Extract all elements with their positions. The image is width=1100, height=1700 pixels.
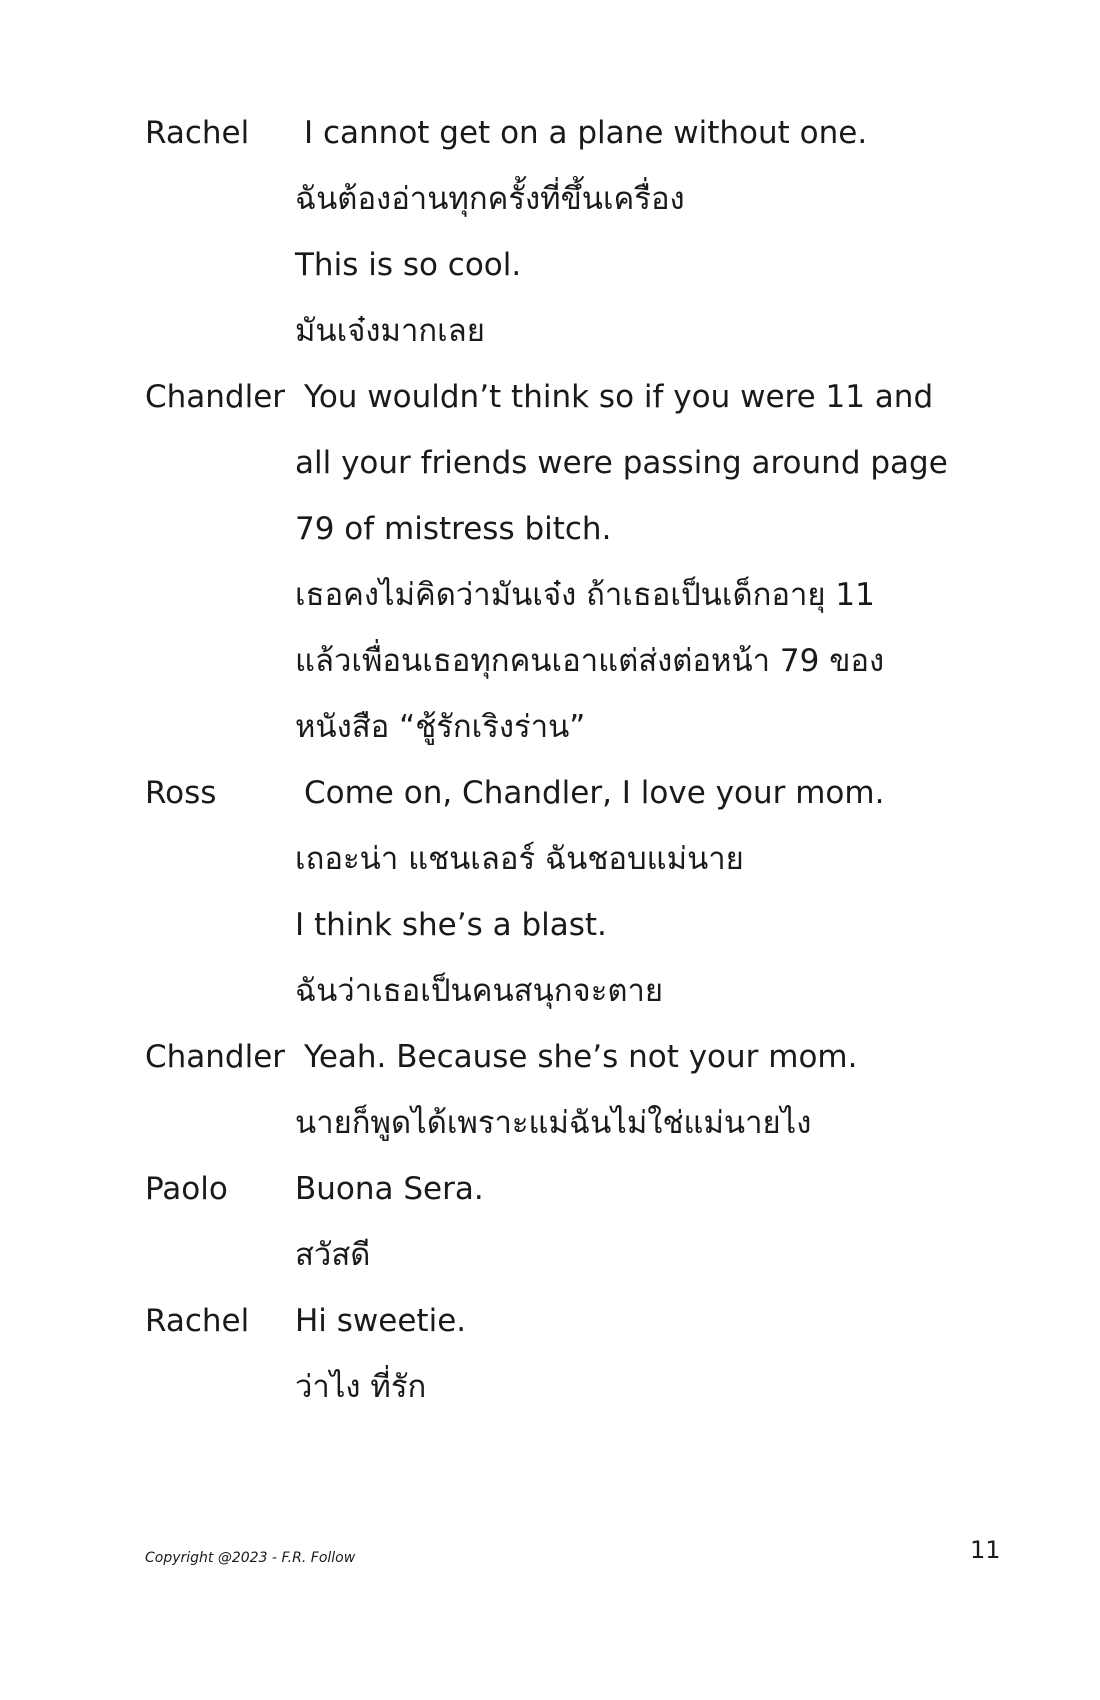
dialogue-line: 79 of mistress bitch. xyxy=(295,511,612,547)
dialogue-line: Hi sweetie. xyxy=(295,1303,467,1339)
dialogue-line: Yeah. Because she’s not your mom. xyxy=(304,1039,858,1075)
dialogue-line: all your friends were passing around page xyxy=(295,445,948,481)
dialogue-entry-paolo xyxy=(145,1156,1015,1288)
dialogue-line: Buona Sera. xyxy=(295,1171,484,1207)
speaker-name: Rachel xyxy=(145,1303,250,1339)
dialogue-line-thai: หนังสือ “ชู้รักเริงร่าน” xyxy=(295,709,586,745)
dialogue-entry-rachel xyxy=(145,100,1015,364)
dialogue-lines xyxy=(295,1024,1015,1156)
dialogue-line-thai: มันเจ๋งมากเลย xyxy=(295,313,485,349)
dialogue-lines xyxy=(295,1288,1015,1420)
dialogue-entry-ross xyxy=(145,760,1015,1024)
dialogue-line-thai: สวัสดี xyxy=(295,1237,371,1273)
speaker-name: Chandler xyxy=(145,1039,286,1075)
dialogue-lines xyxy=(295,364,1015,760)
dialogue-line: Come on, Chandler, I love your mom. xyxy=(304,775,885,811)
dialogue-line: I cannot get on a plane without one. xyxy=(304,115,868,151)
dialogue-line: I think she’s a blast. xyxy=(295,907,607,943)
speaker-name: Chandler xyxy=(145,379,286,415)
dialogue-lines xyxy=(295,760,1015,1024)
copyright-notice: Copyright @2023 - F.R. Follow xyxy=(145,1550,356,1566)
dialogue-line-thai: ฉันว่าเธอเป็นคนสนุกจะตาย xyxy=(295,973,664,1009)
speaker-name: Rachel xyxy=(145,115,250,151)
dialogue-entry-chandler xyxy=(145,1024,1015,1156)
speaker-name: Paolo xyxy=(145,1171,228,1207)
dialogue-entry-chandler xyxy=(145,364,1015,760)
dialogue-line-thai: ว่าไง ที่รัก xyxy=(295,1369,427,1405)
dialogue-script xyxy=(145,100,1015,1420)
dialogue-line-thai: เธอคงไม่คิดว่ามันเจ๋ง ถ้าเธอเป็นเด็กอายุ 11 xyxy=(295,577,875,613)
speaker-name: Ross xyxy=(145,775,217,811)
dialogue-line: You wouldn’t think so if you were 11 and xyxy=(304,379,934,415)
dialogue-entry-rachel xyxy=(145,1288,1015,1420)
dialogue-line-thai: ฉันต้องอ่านทุกครั้งที่ขึ้นเครื่อง xyxy=(295,181,685,217)
dialogue-line: This is so cool. xyxy=(295,247,522,283)
page-number: 11 xyxy=(970,1536,1001,1564)
dialogue-line-thai: นายก็พูดได้เพราะแม่ฉันไม่ใช่แม่นายไง xyxy=(295,1105,812,1141)
dialogue-line-thai: แล้วเพื่อนเธอทุกคนเอาแต่ส่งต่อหน้า 79 ของ xyxy=(295,643,885,679)
dialogue-lines xyxy=(295,100,1015,364)
dialogue-lines xyxy=(295,1156,1015,1288)
dialogue-line-thai: เถอะน่า แชนเลอร์ ฉันชอบแม่นาย xyxy=(295,841,744,877)
